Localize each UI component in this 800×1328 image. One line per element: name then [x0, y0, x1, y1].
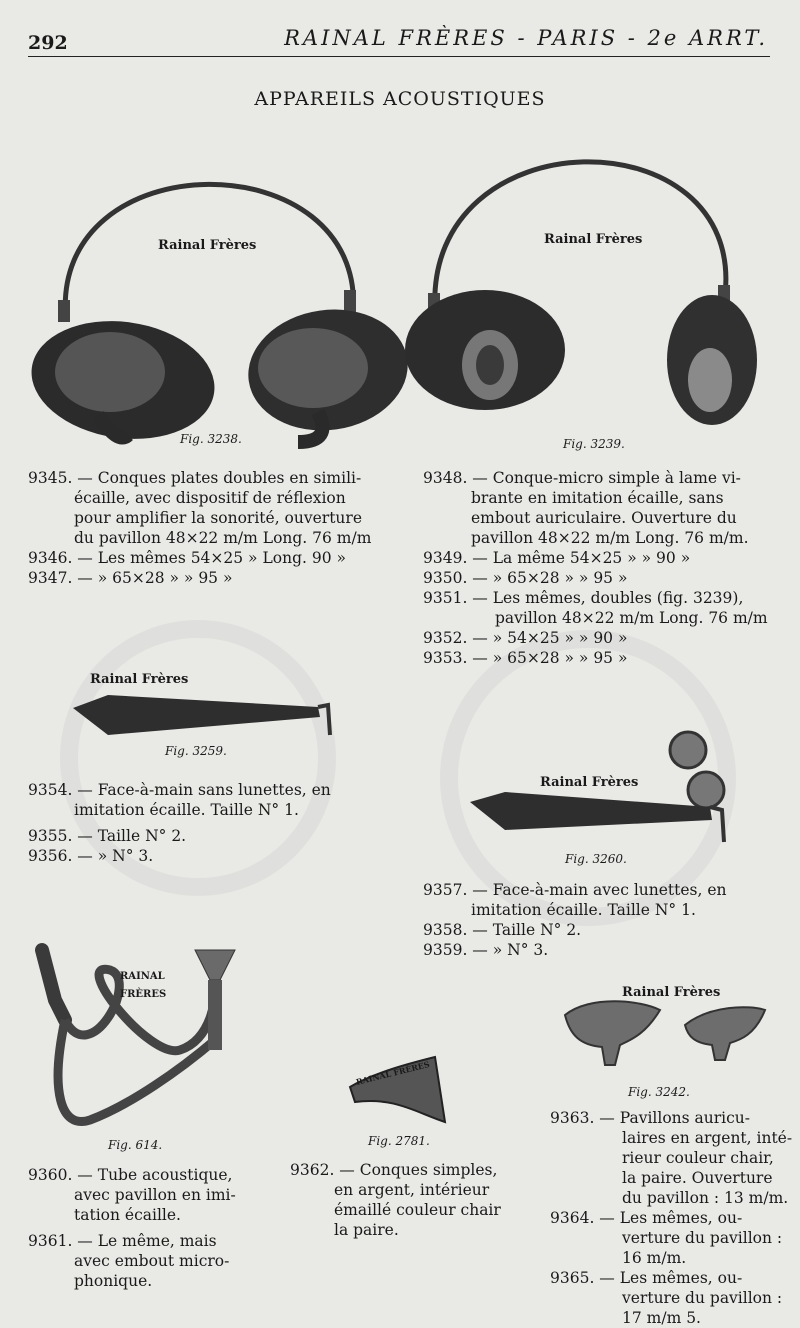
- entry-9347: 9347. — » 65×28 » » 95 »: [28, 569, 233, 587]
- figure-3260-brand: Rainal Frères: [540, 775, 639, 790]
- entry-9345-line: pour amplifier la sonorité, ouverture: [74, 509, 362, 527]
- entry-9360-line: tation écaille.: [74, 1206, 181, 1224]
- figure-3259-brand: Rainal Frères: [90, 672, 189, 687]
- figure-2781-illustration: [345, 1052, 455, 1132]
- entry-9357-line: 9357. — Face-à-main avec lunettes, en: [423, 881, 727, 899]
- entry-9356: 9356. — » N° 3.: [28, 847, 154, 865]
- figure-3242-illustration: [560, 995, 770, 1075]
- entry-9350: 9350. — » 65×28 » » 95 »: [423, 569, 628, 587]
- entry-9364-line: verture du pavillon :: [622, 1229, 783, 1247]
- figure-2781-brand: RAINAL FRÈRES: [354, 1059, 431, 1087]
- entry-9348-line: embout auriculaire. Ouverture du: [471, 509, 737, 527]
- page-number: 292: [28, 32, 68, 54]
- entry-9354-line: imitation écaille. Taille N° 1.: [74, 801, 299, 819]
- entry-9361-line: avec embout micro-: [74, 1252, 230, 1270]
- entry-9346: 9346. — Les mêmes 54×25 » Long. 90 »: [28, 549, 346, 567]
- figure-2781-caption: Fig. 2781.: [368, 1134, 430, 1148]
- figure-3239-brand: Rainal Frères: [544, 232, 643, 247]
- entry-9362-line: émaillé couleur chair: [334, 1201, 501, 1219]
- entry-9358: 9358. — Taille N° 2.: [423, 921, 582, 939]
- entry-9360-line: 9360. — Tube acoustique,: [28, 1166, 233, 1184]
- figure-614-brand: RAINAL: [120, 971, 165, 982]
- figure-3239-illustration: [400, 135, 770, 445]
- entry-9348-line: brante en imitation écaille, sans: [471, 489, 724, 507]
- entry-9360-line: avec pavillon en imi-: [74, 1186, 236, 1204]
- figure-3259-illustration: [68, 690, 338, 740]
- running-header: RAINAL FRÈRES - PARIS - 2e ARRT.: [284, 26, 768, 50]
- figure-3242-brand: Rainal Frères: [622, 985, 721, 1000]
- entry-9361-line: phonique.: [74, 1272, 153, 1290]
- entry-9363-line: du pavillon : 13 m/m.: [622, 1189, 789, 1207]
- figure-3238-illustration: [28, 150, 398, 450]
- entry-9348-line: 9348. — Conque-micro simple à lame vi-: [423, 469, 741, 487]
- entry-9345-line: 9345. — Conques plates doubles en simili-: [28, 469, 362, 487]
- entry-9361-line: 9361. — Le même, mais: [28, 1232, 217, 1250]
- entry-9345-line: écaille, avec dispositif de réflexion: [74, 489, 346, 507]
- entry-9348-line: pavillon 48×22 m/m Long. 76 m/m.: [471, 529, 749, 547]
- entry-9365-line: 9365. — Les mêmes, ou-: [550, 1269, 743, 1287]
- entry-9351-line: 9351. — Les mêmes, doubles (fig. 3239),: [423, 589, 744, 607]
- entry-9351-line: pavillon 48×22 m/m Long. 76 m/m: [495, 609, 768, 627]
- section-title: APPAREILS ACOUSTIQUES: [254, 88, 546, 110]
- entry-9363-line: rieur couleur chair,: [622, 1149, 774, 1167]
- figure-614-brand: FRÈRES: [120, 989, 167, 1000]
- entry-9365-line: 17 m/m 5.: [622, 1309, 701, 1327]
- entry-9364-line: 9364. — Les mêmes, ou-: [550, 1209, 743, 1227]
- figure-3239-caption: Fig. 3239.: [563, 437, 625, 451]
- entry-9349: 9349. — La même 54×25 » » 90 »: [423, 549, 691, 567]
- entry-9359: 9359. — » N° 3.: [423, 941, 549, 959]
- entry-9364-line: 16 m/m.: [622, 1249, 687, 1267]
- figure-3238-brand: Rainal Frères: [158, 238, 257, 253]
- figure-3238-caption: Fig. 3238.: [180, 432, 242, 446]
- figure-3259-caption: Fig. 3259.: [165, 744, 227, 758]
- entry-9355: 9355. — Taille N° 2.: [28, 827, 187, 845]
- figure-3242-caption: Fig. 3242.: [628, 1085, 690, 1099]
- entry-9352: 9352. — » 54×25 » » 90 »: [423, 629, 628, 647]
- entry-9357-line: imitation écaille. Taille N° 1.: [471, 901, 696, 919]
- figure-3260-caption: Fig. 3260.: [565, 852, 627, 866]
- figure-614-caption: Fig. 614.: [108, 1138, 163, 1152]
- entry-9363-line: laires en argent, inté-: [622, 1129, 793, 1147]
- entry-9363-line: 9363. — Pavillons auricu-: [550, 1109, 751, 1127]
- entry-9354-line: 9354. — Face-à-main sans lunettes, en: [28, 781, 331, 799]
- header-rule: [28, 56, 770, 57]
- entry-9365-line: verture du pavillon :: [622, 1289, 783, 1307]
- entry-9345-line: du pavillon 48×22 m/m Long. 76 m/m: [74, 529, 372, 547]
- entry-9353: 9353. — » 65×28 » » 95 »: [423, 649, 628, 667]
- entry-9362-line: la paire.: [334, 1221, 399, 1239]
- entry-9362-line: 9362. — Conques simples,: [290, 1161, 498, 1179]
- entry-9363-line: la paire. Ouverture: [622, 1169, 773, 1187]
- entry-9362-line: en argent, intérieur: [334, 1181, 490, 1199]
